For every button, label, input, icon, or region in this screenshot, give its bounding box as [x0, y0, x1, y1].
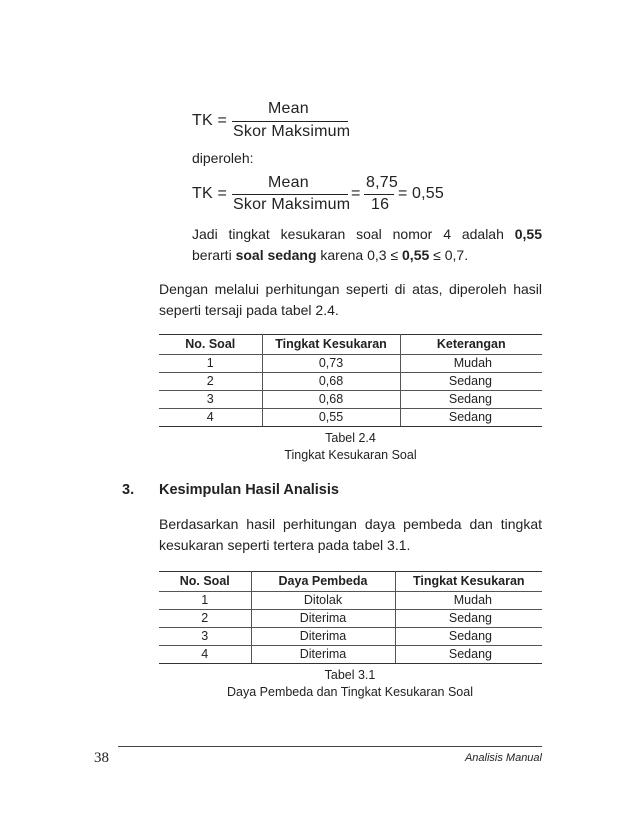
footer-rule [118, 746, 542, 747]
conclusion-line-2-pre: berarti [192, 247, 236, 263]
page-number: 38 [94, 750, 109, 766]
section-para-line-1: Berdasarkan hasil perhitungan daya pembeda dan tingkat [159, 516, 542, 532]
formula-2-numerator-2: 8,75 [366, 174, 398, 191]
section-heading [122, 482, 339, 498]
intro-paragraph [159, 279, 542, 321]
formula-1-denominator: Skor Maksimum [233, 123, 351, 140]
table-cell: Diterima [251, 646, 395, 664]
table-cell: Diterima [251, 628, 395, 646]
table-cell: Ditolak [251, 592, 395, 610]
table-cell: Sedang [400, 409, 542, 427]
conclusion-value: 0,55 [514, 226, 542, 242]
table-row [159, 409, 542, 427]
table-2-caption-number: Tabel 3.1 [324, 668, 376, 682]
table-2-caption [130, 667, 570, 701]
table-2-header-tk: Tingkat Kesukaran [395, 572, 542, 592]
table-cell: 3 [159, 628, 251, 646]
table-1-header-tk: Tingkat Kesukaran [262, 335, 400, 355]
table-cell: Mudah [395, 592, 542, 610]
table-cell: 0,73 [262, 355, 400, 373]
table-cell: Sedang [395, 628, 542, 646]
table-row [159, 646, 542, 664]
formula-2-equals-1: = [351, 185, 361, 202]
table-row [159, 355, 542, 373]
table-cell: Sedang [400, 373, 542, 391]
conclusion-category: soal sedang [235, 247, 317, 263]
table-1-caption-title: Tingkat Kesukaran Soal [284, 448, 417, 462]
section-para-line-2: kesukaran seperti tertera pada tabel 3.1. [159, 537, 411, 553]
intro-line-1: Dengan melalui perhitungan seperti di atas, diperoleh hasil [159, 281, 542, 297]
formula-1-lhs: TK = [192, 112, 228, 129]
table-cell: 4 [159, 409, 262, 427]
table-cell: 1 [159, 592, 251, 610]
table-daya-pembeda [159, 571, 542, 664]
table-cell: 0,68 [262, 391, 400, 409]
table-row [159, 373, 542, 391]
table-row [159, 391, 542, 409]
table-cell: Diterima [251, 610, 395, 628]
table-cell: 0,55 [262, 409, 400, 427]
table-cell: 1 [159, 355, 262, 373]
table-row [159, 610, 542, 628]
table-cell: 2 [159, 610, 251, 628]
formula-2-numerator: Mean [268, 174, 309, 191]
table-cell: 4 [159, 646, 251, 664]
section-title: Kesimpulan Hasil Analisis [159, 482, 339, 498]
formula-2-denominator: Skor Maksimum [233, 196, 351, 213]
conclusion-line-2-post: ≤ 0,7. [429, 247, 469, 263]
diperoleh-label: diperoleh: [192, 150, 254, 166]
table-1-header-no: No. Soal [159, 335, 262, 355]
formula-2-lhs: TK = [192, 185, 228, 202]
table-header-row [159, 335, 542, 355]
table-2-caption-title: Daya Pembeda dan Tingkat Kesukaran Soal [227, 685, 473, 699]
table-1-caption [159, 430, 542, 464]
section-number: 3. [122, 482, 135, 498]
table-tingkat-kesukaran [159, 334, 542, 427]
table-cell: Sedang [395, 610, 542, 628]
table-row [159, 628, 542, 646]
table-2-header-no: No. Soal [159, 572, 251, 592]
table-1-header-ket: Keterangan [400, 335, 542, 355]
conclusion-line-1: Jadi tingkat kesukaran soal nomor 4 adalah [192, 226, 515, 242]
conclusion-line-2-mid: karena 0,3 ≤ [316, 247, 403, 263]
conclusion-paragraph [192, 224, 542, 266]
running-title: Analisis Manual [464, 752, 542, 764]
table-cell: 2 [159, 373, 262, 391]
table-row [159, 592, 542, 610]
formula-1-numerator: Mean [268, 100, 309, 117]
table-cell: Sedang [400, 391, 542, 409]
table-cell: Sedang [395, 646, 542, 664]
formula-2-equals-2: = [398, 185, 408, 202]
formula-2-denominator-2: 16 [371, 196, 390, 213]
table-header-row [159, 572, 542, 592]
intro-line-2: seperti tersaji pada tabel 2.4. [159, 302, 339, 318]
formula-2-result: 0,55 [412, 185, 444, 202]
section-paragraph [159, 514, 542, 556]
table-1-caption-number: Tabel 2.4 [325, 431, 376, 445]
table-cell: 3 [159, 391, 262, 409]
table-cell: 0,68 [262, 373, 400, 391]
table-2-header-dp: Daya Pembeda [251, 572, 395, 592]
table-cell: Mudah [400, 355, 542, 373]
conclusion-value-2: 0,55 [402, 247, 430, 263]
